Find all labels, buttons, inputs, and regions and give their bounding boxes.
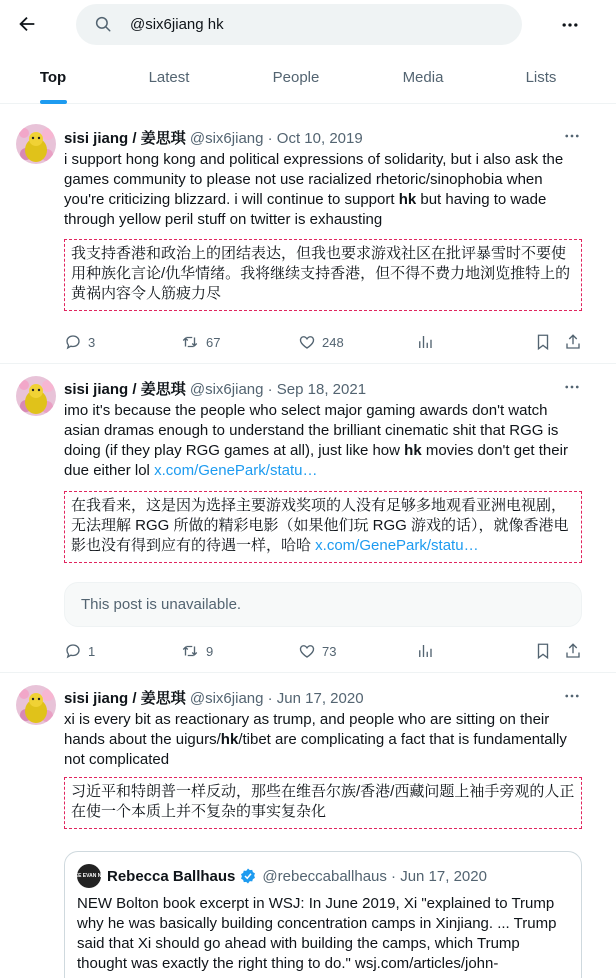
- search-highlight: hk: [404, 442, 422, 459]
- translation-text: 习近平和特朗普一样反动，那些在维吾尔族/香港/西藏问题上袖手旁观的人正在使一个本质上并不复杂的事实复杂化: [71, 783, 575, 820]
- author-name[interactable]: sisi jiang / 姜思琪: [64, 690, 186, 707]
- tab-latest[interactable]: Latest: [148, 69, 190, 86]
- translation-text: 我支持香港和政治上的团结表达，但我也要求游戏社区在批评暴雪时不要使用种族化言论/仇华情绪。我将继续支持香港，但不得不费力地浏览推特上的黄祸内容令人筋疲力尽: [71, 245, 571, 302]
- search-header: [0, 0, 616, 104]
- retweet-count: 67: [206, 334, 221, 350]
- tweet-more-button[interactable]: [560, 377, 584, 397]
- translation-text: 在我看来，这是因为选择主要游戏奖项的人没有足够多地观看亚洲电视剧，无法理解 RGG 所做的精彩电影（如果他们玩 RGG 游戏的话），就像香港电影也没有得到应有的待遇一样，哈哈: [71, 497, 569, 554]
- tweet-text-part: /tibet are complicating a fact that is fundamentally not complicated: [64, 731, 567, 768]
- tweet-header: [64, 687, 364, 708]
- more-options-button[interactable]: [555, 10, 585, 40]
- tweet-text-part: but having to wade through yellow peril stuff on twitter is exhausting: [64, 191, 547, 228]
- search-tabs: [0, 60, 616, 104]
- tweet-text-part: movies don't get their due either lol: [64, 442, 568, 479]
- retweet-count: 9: [206, 643, 214, 659]
- more-horizontal-icon: [563, 127, 581, 145]
- bookmark-icon: [534, 642, 552, 660]
- share-icon: [564, 333, 582, 351]
- author-name[interactable]: sisi jiang / 姜思琪: [64, 381, 186, 398]
- retweet-button[interactable]: [180, 332, 220, 352]
- more-horizontal-icon: [563, 378, 581, 396]
- more-horizontal-icon: [563, 687, 581, 705]
- quoted-tweet-card[interactable]: [64, 851, 582, 978]
- bookmark-icon: [534, 333, 552, 351]
- reply-count: 3: [88, 334, 96, 350]
- tweet-text: [64, 401, 586, 481]
- views-button[interactable]: [416, 641, 434, 661]
- share-button[interactable]: [564, 641, 582, 661]
- share-button[interactable]: [564, 332, 582, 352]
- tweet-actions: [64, 332, 586, 352]
- retweet-icon: [180, 642, 200, 660]
- more-horizontal-icon: [560, 15, 580, 35]
- tweet-header: [64, 127, 363, 148]
- search-input[interactable]: [76, 4, 522, 45]
- tab-people[interactable]: People: [272, 69, 320, 86]
- views-icon: [416, 333, 434, 351]
- quote-text: NEW Bolton book excerpt in WSJ: In June 2019, Xi "explained to Trump why he was basically building concentration camps in Xinjiang. ... Trump said that Xi should go ahead with building the camps, which Trump thought was exactly the right thing to do." wsj.com/articles/john-: [77, 895, 557, 972]
- author-handle-date[interactable]: @six6jiang · Jun 17, 2020: [189, 690, 364, 707]
- reply-icon: [64, 642, 82, 660]
- reply-count: 1: [88, 643, 96, 659]
- translation-box: [64, 777, 582, 829]
- like-button[interactable]: [298, 641, 336, 661]
- back-button[interactable]: [12, 9, 42, 39]
- tweet-text-part: xi is every bit as reactionary as trump, and people who are sitting on their hands about the uigurs/: [64, 711, 550, 748]
- translation-link[interactable]: x.com/GenePark/statu…: [315, 537, 479, 554]
- avatar[interactable]: [16, 685, 56, 725]
- translation-box: [64, 239, 582, 311]
- search-highlight: hk: [398, 191, 417, 208]
- retweet-icon: [180, 333, 200, 351]
- views-button[interactable]: [416, 332, 434, 352]
- unavailable-post-card: This post is unavailable.: [64, 582, 582, 627]
- retweet-button[interactable]: [180, 641, 213, 661]
- tweet-text-part: i support hong kong and political expressions of solidarity, but i also ask the games community to please not use racialized rhetoric/sinophobia when you're criticizing blizzard. i will continue to support: [64, 151, 564, 208]
- author-handle-date[interactable]: @six6jiang · Sep 18, 2021: [189, 381, 367, 398]
- tab-media[interactable]: Media: [402, 69, 444, 86]
- verified-badge-icon: [239, 867, 257, 885]
- quote-header: [68, 864, 487, 888]
- tweet[interactable]: [0, 104, 616, 364]
- search-highlight: hk: [220, 731, 239, 748]
- views-icon: [416, 642, 434, 660]
- heart-icon: [298, 333, 316, 351]
- tweet[interactable]: [0, 364, 616, 673]
- tweet-more-button[interactable]: [560, 126, 584, 146]
- avatar[interactable]: [16, 124, 56, 164]
- translation-box: [64, 491, 582, 563]
- bookmark-button[interactable]: [534, 332, 552, 352]
- quote-handle-date[interactable]: @rebeccaballhaus · Jun 17, 2020: [262, 867, 487, 885]
- search-icon: [94, 15, 112, 33]
- reply-button[interactable]: [64, 641, 95, 661]
- tweet-text-part: imo it's because the people who select major gaming awards don't watch asian dramas enough to understand the brilliant cinematic shit that RGG is doing (if they play RGG games at all), just like how: [64, 402, 559, 459]
- author-handle-date[interactable]: @six6jiang · Oct 10, 2019: [189, 130, 363, 147]
- like-button[interactable]: [298, 332, 344, 352]
- reply-icon: [64, 333, 82, 351]
- tweet-link[interactable]: x.com/GenePark/statu…: [154, 462, 318, 479]
- tab-top[interactable]: Top: [39, 69, 67, 86]
- share-icon: [564, 642, 582, 660]
- tweet-header: [64, 378, 366, 399]
- like-count: 73: [322, 643, 337, 659]
- bookmark-button[interactable]: [534, 641, 552, 661]
- tweet-text: [64, 710, 586, 770]
- tweet-more-button[interactable]: [560, 686, 584, 706]
- tweet-text: [64, 150, 586, 230]
- tweet-actions: [64, 641, 586, 661]
- quote-author-name[interactable]: Rebecca Ballhaus: [107, 867, 236, 885]
- arrow-left-icon: [16, 13, 38, 35]
- search-query[interactable]: @six6jiang hk: [130, 16, 224, 33]
- avatar[interactable]: [16, 376, 56, 416]
- reply-button[interactable]: [64, 332, 95, 352]
- quote-avatar[interactable]: FREE EVAN NOW: [77, 864, 101, 888]
- author-name[interactable]: sisi jiang / 姜思琪: [64, 130, 186, 147]
- tab-lists[interactable]: Lists: [525, 69, 557, 86]
- tweet[interactable]: [0, 673, 616, 978]
- like-count: 248: [322, 334, 344, 350]
- heart-icon: [298, 642, 316, 660]
